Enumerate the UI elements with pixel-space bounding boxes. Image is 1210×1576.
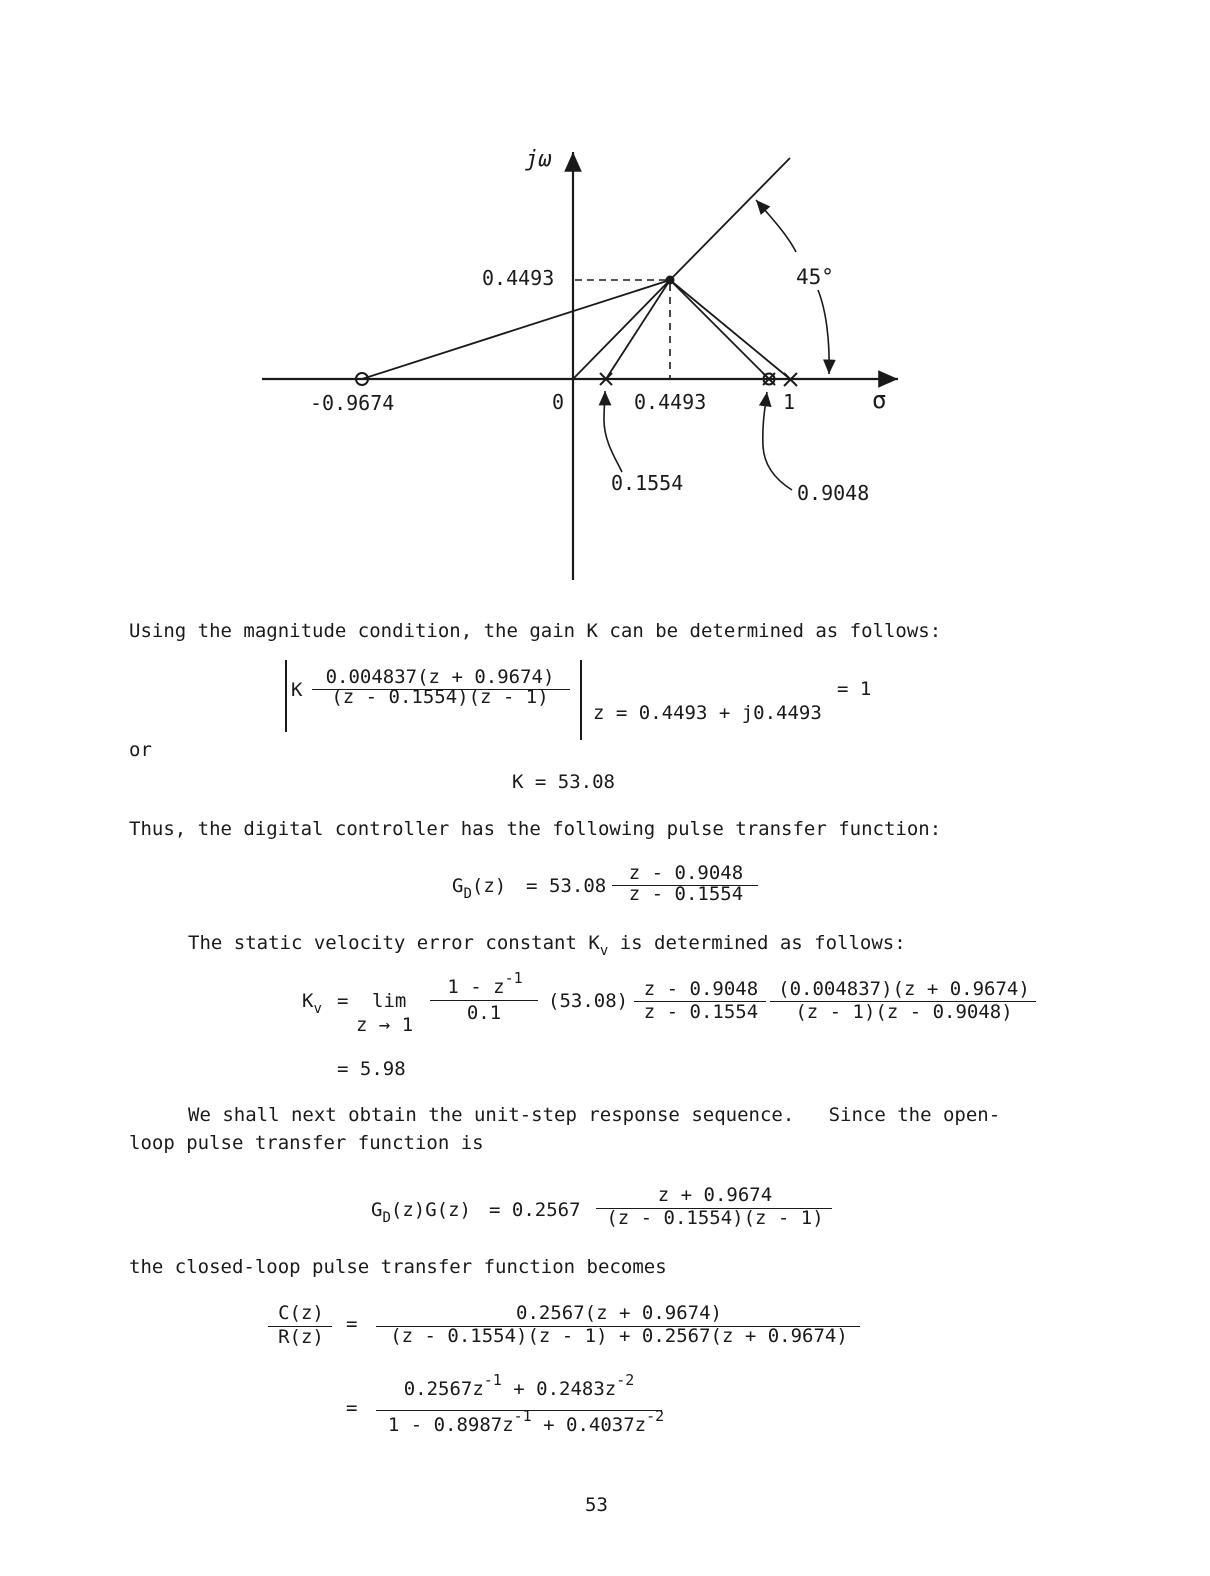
eq6-equals: = [346,1313,358,1335]
eq1-denominator: (z - 0.1554)(z - 1) [331,686,549,708]
eq1-k: K [291,679,303,701]
equation-kv-result: = 5.98 [337,1058,406,1080]
eq4-f1-numerator: $1 - z^{-1}$ [447,969,523,998]
paragraph-digital-controller: Thus, the digital controller has the following pulse transfer function: [129,818,942,840]
eq5-equals: = 0.2567 [489,1199,581,1221]
label-zero: -0.9674 [310,391,395,415]
eq6-lhs-denominator: R(z) [278,1326,324,1348]
abs-bar-right [580,660,582,740]
text-or: or [129,739,152,761]
eq6-denominator: (z - 0.1554)(z - 1) + 0.2567(z + 0.9674) [390,1325,848,1347]
paragraph-closed-loop: the closed-loop pulse transfer function becomes [129,1256,667,1278]
eq5-lhs: $G_D(z)G(z)$ [371,1199,471,1226]
paragraph-unit-step-line2: loop pulse transfer function is [129,1132,484,1154]
eq4-lim-under: z → 1 [356,1014,414,1036]
eq4-f1-bar [430,1000,538,1001]
eq3-equals: = [526,875,538,897]
paragraph-unit-step-line1: We shall next obtain the unit-step response sequence. Since the open- [188,1104,1001,1126]
equation-k-value: K = 53.08 [512,771,615,793]
real-axis-label: σ [872,386,887,414]
eq6-equals-2: = [346,1397,358,1419]
label-center: 0.4493 [634,390,707,414]
closed-loop-pole-point [666,276,675,285]
page-number: 53 [585,1494,608,1516]
eq4-f2-denominator: z - 0.1554 [643,1001,759,1023]
paragraph-static-velocity: The static velocity error constant $K_v$ is determined as follows: [188,932,906,959]
label-pole1: 0.1554 [611,471,684,495]
root-locus-diagram [0,0,1210,600]
eq6-numerator: 0.2567(z + 0.9674) [516,1302,722,1324]
label-zero-cancel: 0.9048 [797,481,870,505]
eq4-lhs: $K_v$ [302,990,322,1017]
eq5-denominator: (z - 0.1554)(z - 1) [606,1207,824,1229]
label-angle: 45° [796,265,834,289]
eq6-lhs-numerator: C(z) [278,1302,324,1324]
eq6-numerator-2: $0.2567z^{-1} + 0.2483z^{-2}$ [403,1371,635,1400]
eq4-lim: lim [372,990,407,1012]
eq4-equals: = [337,990,349,1012]
eq4-f1-denominator: 0.1 [466,1002,502,1024]
eq4-f2-numerator: z - 0.9048 [643,978,759,1000]
eq1-numerator: 0.004837(z + 0.9674) [325,666,555,688]
paragraph-magnitude-condition: Using the magnitude condition, the gain K can be determined as follows: [129,620,942,642]
eq3-lhs: $G_D(z)$ [452,875,507,902]
line-to-zero [362,280,670,379]
imag-axis-label: jω [525,147,552,172]
eq6-denominator-2: $1 - 0.8987z^{-1} + 0.4037z^{-2}$ [387,1407,665,1436]
eq3-numerator: z - 0.9048 [628,862,744,884]
line-to-zero-cancel [670,280,769,379]
label-origin: 0 [552,390,565,414]
eq4-coef: (53.08) [548,990,629,1012]
eq4-f3-numerator: (0.004837)(z + 0.9674) [778,978,1030,1000]
eq4-f3-denominator: (z - 1)(z - 0.9048) [795,1001,1013,1023]
label-imag-value: 0.4493 [482,266,555,290]
label-pole2: 1 [783,390,796,414]
eq1-eval-point: z = 0.4493 + j0.4493 [593,702,822,724]
eq5-numerator: z + 0.9674 [657,1184,773,1206]
line-to-pole1 [606,280,670,379]
angle-arrow-lower [818,290,829,374]
eq1-rhs: = 1 [837,678,872,700]
abs-bar-left [285,660,287,732]
eq3-denominator: z - 0.1554 [628,883,744,905]
angle-arrow-upper [756,200,796,252]
line-to-pole2 [670,280,790,379]
pointer-arrow-0-1554 [604,391,622,472]
eq3-coef: 53.08 [549,875,607,897]
